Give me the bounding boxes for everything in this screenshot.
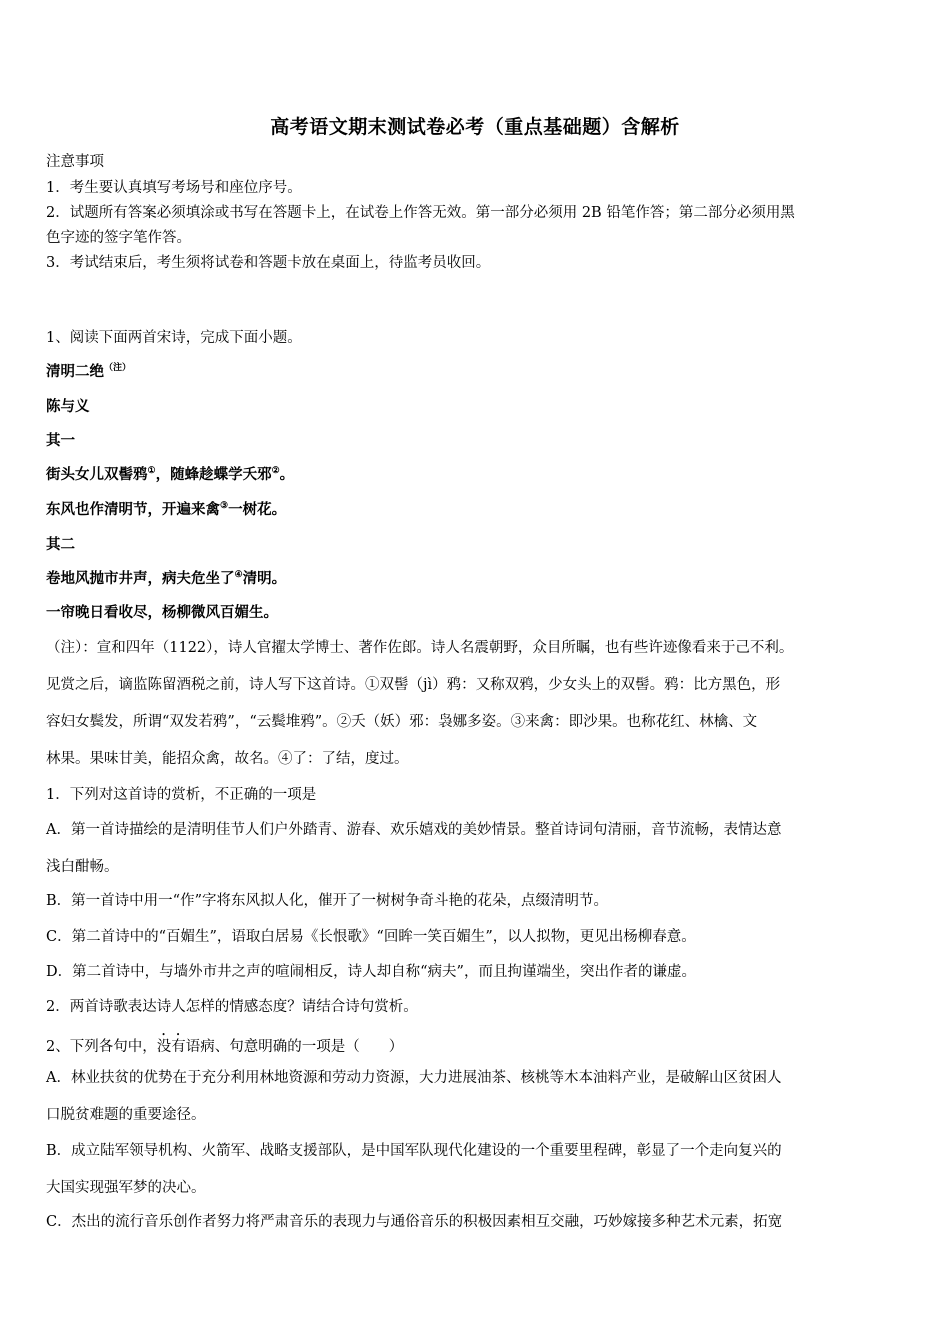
option-a-cont: 浅白酣畅。 <box>46 859 119 875</box>
q2-option-b-cont: 大国实现强军梦的决心。 <box>46 1180 206 1196</box>
option-c: C．第二首诗中的“百媚生”，语取白居易《长恨歌》“回眸一笑百媚生”，以人拟物，更见出杨柳春意。 <box>46 929 696 945</box>
poem-title-note: （注） <box>104 363 132 374</box>
poem-note-4: 林果。果味甘美，能招众禽，故名。④了：了结，度过。 <box>46 751 409 767</box>
poem-part-2: 其二 <box>46 536 75 553</box>
option-b: B．第一首诗中用一“作”字将东风拟人化，催开了一树树争奇斗艳的花朵，点缀清明节。 <box>46 893 608 909</box>
poem-line-3 <box>46 569 286 589</box>
poem-line-1-text-b: ，随蜂趁蝶学夭邪 <box>155 466 272 483</box>
option-d: D．第二首诗中，与墙外市井之声的喧闹相反，诗人却自称“病夫”，而且拘谨端坐，突出作者的谦虚。 <box>46 964 696 980</box>
footnote-marker-1: ① <box>147 466 156 477</box>
q2-stem <box>46 1031 403 1057</box>
q2-stem-text: 2、下列各句中， <box>46 1039 157 1055</box>
poem-line-3-text-b: 清明。 <box>242 570 287 587</box>
q2-option-c: C．杰出的流行音乐创作者努力将严肃音乐的表现力与通俗音乐的积极因素相互交融，巧妙嫁接多种艺术元素，拓宽 <box>46 1214 783 1230</box>
sub-question-2: 2．两首诗歌表达诗人怎样的情感态度？请结合诗句赏析。 <box>46 999 418 1015</box>
q2-option-b: B．成立陆军领导机构、火箭军、战略支援部队，是中国军队现代化建设的一个重要里程碑，彰显了一个走向复兴的 <box>46 1143 782 1159</box>
poem-line-1 <box>46 465 294 485</box>
footnote-marker-4: ④ <box>234 570 243 581</box>
page-title: 高考语文期末测试卷必考（重点基础题）含解析 <box>270 116 680 138</box>
poem-note-1: （注）：宣和四年（1122），诗人官擢太学博士、著作佐郎。诗人名震朝野，众目所瞩，也有些许迹像看来于己不利。 <box>46 640 794 656</box>
q1-intro: 1、阅读下面两首宋诗，完成下面小题。 <box>46 330 302 346</box>
poem-line-1-text: 街头女儿双髻鸦 <box>46 466 148 483</box>
poem-line-2 <box>46 500 286 520</box>
poem-note-2: 见赏之后，谪监陈留酒税之前，诗人写下这首诗。①双髻（jì）鸦：又称双鸦，少女头上的双髻。鸦：比方黑色，形 <box>46 677 781 693</box>
notice-item-2-cont: 色字迹的签字笔作答。 <box>46 230 191 246</box>
poem-line-2-text-b: 一树花。 <box>228 501 287 518</box>
poem-note-3: 容妇女鬓发，所谓“双发若鸦”，“云鬓堆鸦”。②夭（妖）邪：袅娜多姿。③来禽：即沙果。也称花红、林檎、文 <box>46 714 758 730</box>
q2-option-a-cont: 口脱贫难题的重要途径。 <box>46 1107 206 1123</box>
poem-line-2-text: 东风也作清明节，开遍来禽 <box>46 501 220 518</box>
notice-item-3: 3．考试结束后，考生须将试卷和答题卡放在桌面上，待监考员收回。 <box>46 255 491 271</box>
q2-stem-emphasis: 没有 <box>156 1039 186 1055</box>
notice-item-2: 2．试题所有答案必须填涂或书写在答题卡上，在试卷上作答无效。第一部分必须用 2B 铅笔作答；第二部分必须用黑 <box>46 205 795 221</box>
option-a: A．第一首诗描绘的是清明佳节人们户外踏青、游春、欢乐嬉戏的美妙情景。整首诗词句清丽，音节流畅，表情达意 <box>46 822 782 838</box>
sub-question-1: 1．下列对这首诗的赏析，不正确的一项是 <box>46 787 317 803</box>
footnote-marker-3: ③ <box>220 501 229 512</box>
poem-title <box>46 362 131 382</box>
q2-option-a: A．林业扶贫的优势在于充分利用林地资源和劳动力资源，大力进展油茶、核桃等木本油料产业，是破解山区贫困人 <box>46 1070 782 1086</box>
poem-line-4: 一帘晚日看收尽，杨柳微风百媚生。 <box>46 604 278 621</box>
footnote-marker-2: ② <box>271 466 280 477</box>
poem-line-3-text: 卷地风抛市井声，病夫危坐了 <box>46 570 235 587</box>
poem-part-1: 其一 <box>46 432 75 449</box>
notice-item-1: 1．考生要认真填写考场号和座位序号。 <box>46 180 302 196</box>
notice-heading: 注意事项 <box>46 154 104 170</box>
q2-stem-text-b: 语病、句意明确的一项是（ ） <box>185 1039 404 1055</box>
poem-author: 陈与义 <box>46 398 90 415</box>
poem-title-text: 清明二绝 <box>46 363 104 380</box>
poem-line-1-text-c: 。 <box>279 466 295 483</box>
